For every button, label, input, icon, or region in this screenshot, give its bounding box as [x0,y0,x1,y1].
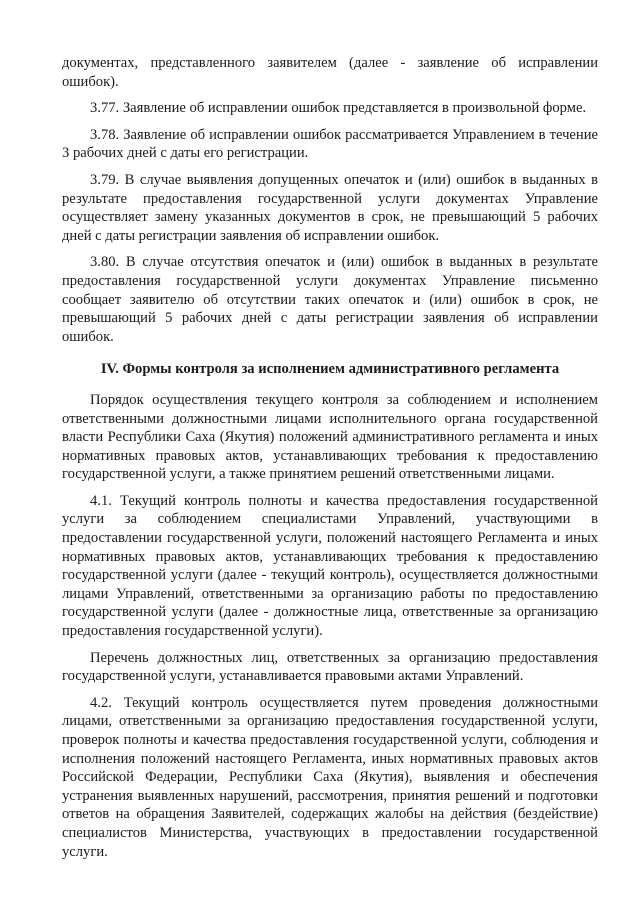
paragraph-3-80: 3.80. В случае отсутствия опечаток и (или) ошибок в выданных в результате предоставления государственной услуги документах Управление письменно сообщает заявителю об отсутствии таких опечаток и (или) ошибок в срок, не превышающий 5 рабочих дней с даты регистрации заявления об исправлении ошибок. [62,254,598,345]
paragraph-control-order: Порядок осуществления текущего контроля за соблюдением и исполнением ответственными должностными лицами исполнительного органа государственной власти Республики Саха (Якутия) положений административного регламента и иных нормативных правовых актов, устанавливающих требования к предоставлению государственной услуги, а также принятием решений ответственными лицами. [62,391,598,483]
paragraph-4-1: 4.1. Текущий контроль полноты и качества предоставления государственной услуги за соблюдением специалистами Управлений, участвующими в предоставлении государственной услуги, положений настоящего Регламента и иных нормативных правовых актов, устанавливающих требования к предоставлению государственной услуги (далее - текущий контроль), осуществляется должностными лицами Управлений, ответственными за организацию работы по предоставлению государственной услуги (далее - должностные лица, ответственные за организацию предоставления государственной услуги). [62,492,598,640]
paragraph-officials-list: Перечень должностных лиц, ответственных за организацию предоставления государственной услуги, устанавливается правовыми актами Управлений. [62,649,598,685]
paragraph-3-79: 3.79. В случае выявления допущенных опечаток и (или) ошибок в выданных в результате предоставления государственной услуги документах Управление осуществляет замену указанных документов в срок, не превышающий 5 рабочих дней с даты регистрации заявления об исправлении ошибок. [62,171,598,244]
section-heading: IV. Формы контроля за исполнением административного регламента [100,361,560,378]
document-page [62,54,598,865]
paragraph-continuation: документах, представленного заявителем (далее - заявление об исправлении ошибок). [62,55,598,90]
paragraph-3-77: 3.77. Заявление об исправлении ошибок представляется в произвольной форме. [90,100,587,117]
paragraph-3-78: 3.78. Заявление об исправлении ошибок рассматривается Управлением в течение 3 рабочих дней с даты его регистрации. [62,126,598,162]
paragraph-4-2: 4.2. Текущий контроль осуществляется путем проведения должностными лицами, ответственными за организацию предоставления государственной услуги, проверок полноты и качества предоставления государственной услуги, соблюдения и исполнения положений настоящего Регламента, иных нормативных правовых актов Российской Федерации, Республики Саха (Якутия), выявления и обеспечения устранения выявленных нарушений, рассмотрения, принятия решений и подготовки ответов на обращения Заявителей, содержащих жалобы на действия (бездействие) специалистов Министерства, участвующих в предоставлении государственной услуги. [62,694,598,860]
